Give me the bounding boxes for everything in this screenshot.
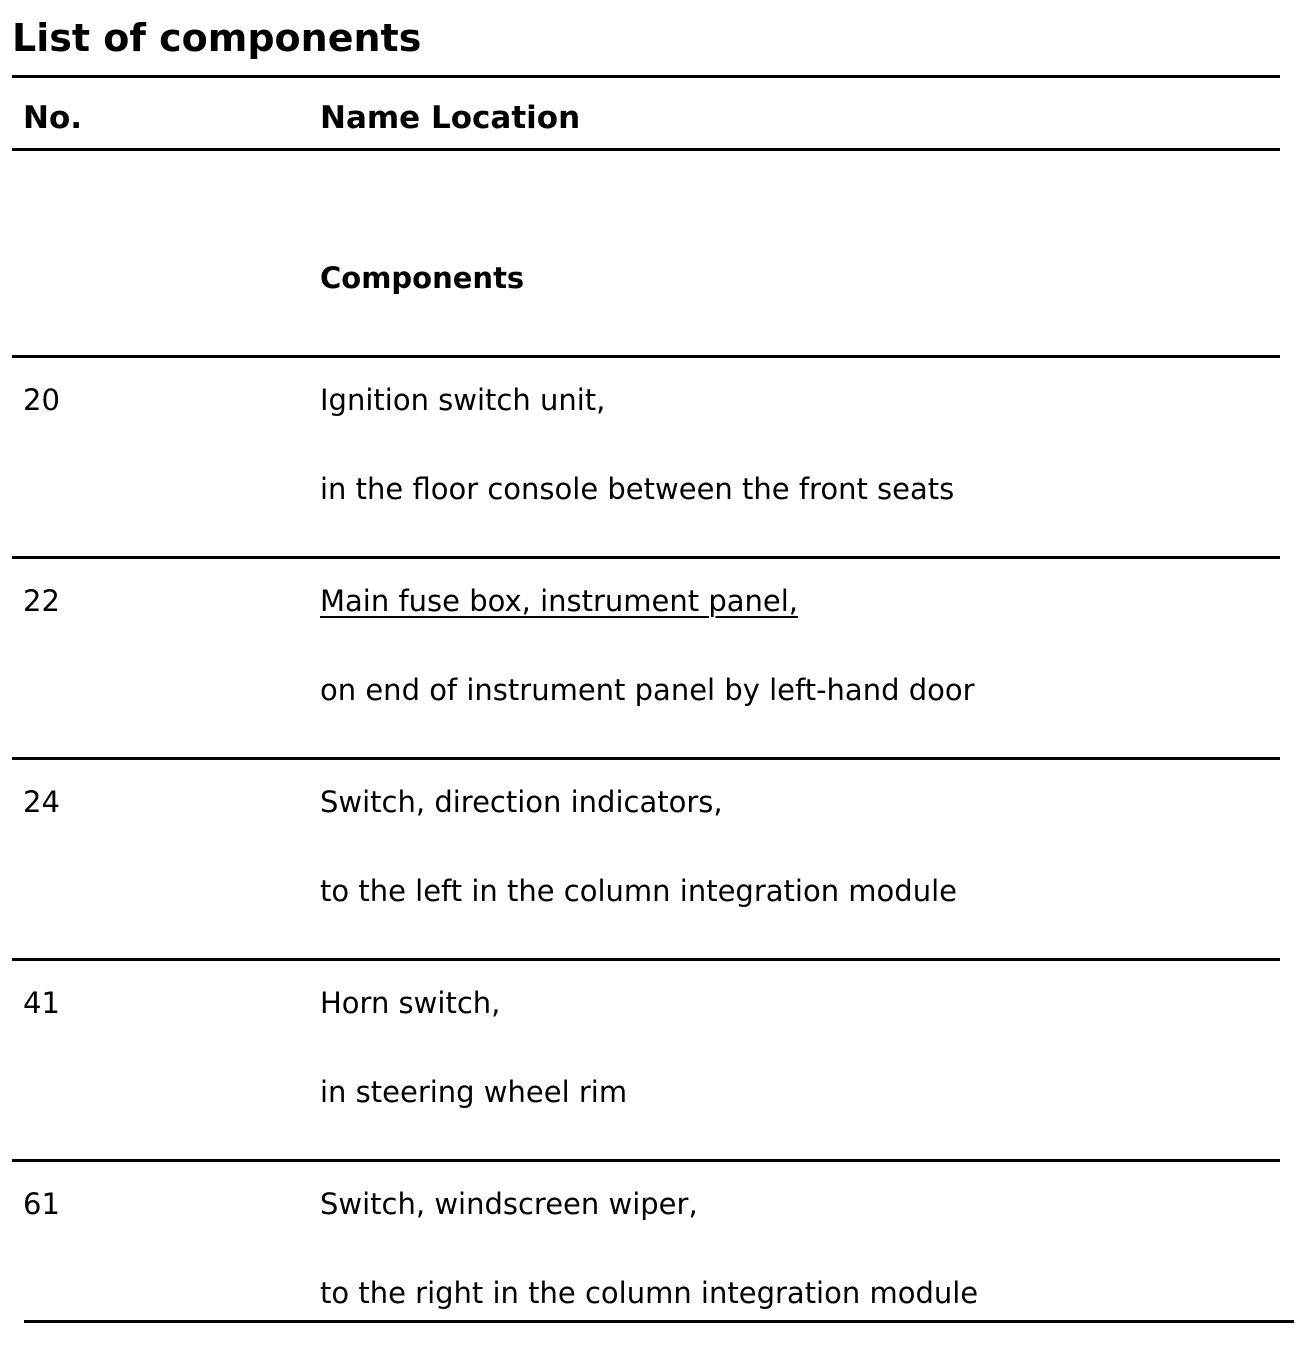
component-name: Main fuse box, instrument panel,: [320, 584, 799, 618]
row-divider: [12, 757, 1280, 760]
table-row: [0, 770, 1312, 950]
component-location: in the floor console between the front seats: [320, 472, 955, 506]
component-number: 22: [23, 584, 60, 618]
component-number: 61: [23, 1187, 60, 1221]
component-location: in steering wheel rim: [320, 1075, 628, 1109]
component-name: Horn switch,: [320, 986, 501, 1020]
column-header-name-location: Name Location: [320, 100, 581, 136]
component-location: to the left in the column integration module: [320, 874, 957, 908]
row-divider: [12, 1159, 1280, 1162]
component-number: 41: [23, 986, 60, 1020]
row-divider: [12, 958, 1280, 961]
component-number: 20: [23, 383, 60, 417]
title-divider: [12, 75, 1280, 78]
column-header-number: No.: [23, 100, 83, 136]
table-row: [0, 1172, 1312, 1352]
component-location: on end of instrument panel by left-hand door: [320, 673, 975, 707]
section-heading-components: Components: [320, 261, 525, 295]
table-bottom-rule: [24, 1320, 1294, 1323]
table-row: [0, 569, 1312, 749]
row-divider: [12, 556, 1280, 559]
component-name: Switch, windscreen wiper,: [320, 1187, 698, 1221]
page-title: List of components: [12, 16, 422, 60]
component-location: to the right in the column integration module: [320, 1276, 979, 1310]
table-row: [0, 971, 1312, 1151]
header-divider: [12, 148, 1280, 151]
table-row: [0, 368, 1312, 548]
component-name: Ignition switch unit,: [320, 383, 606, 417]
row-divider: [12, 355, 1280, 358]
component-number: 24: [23, 785, 60, 819]
component-name: Switch, direction indicators,: [320, 785, 723, 819]
